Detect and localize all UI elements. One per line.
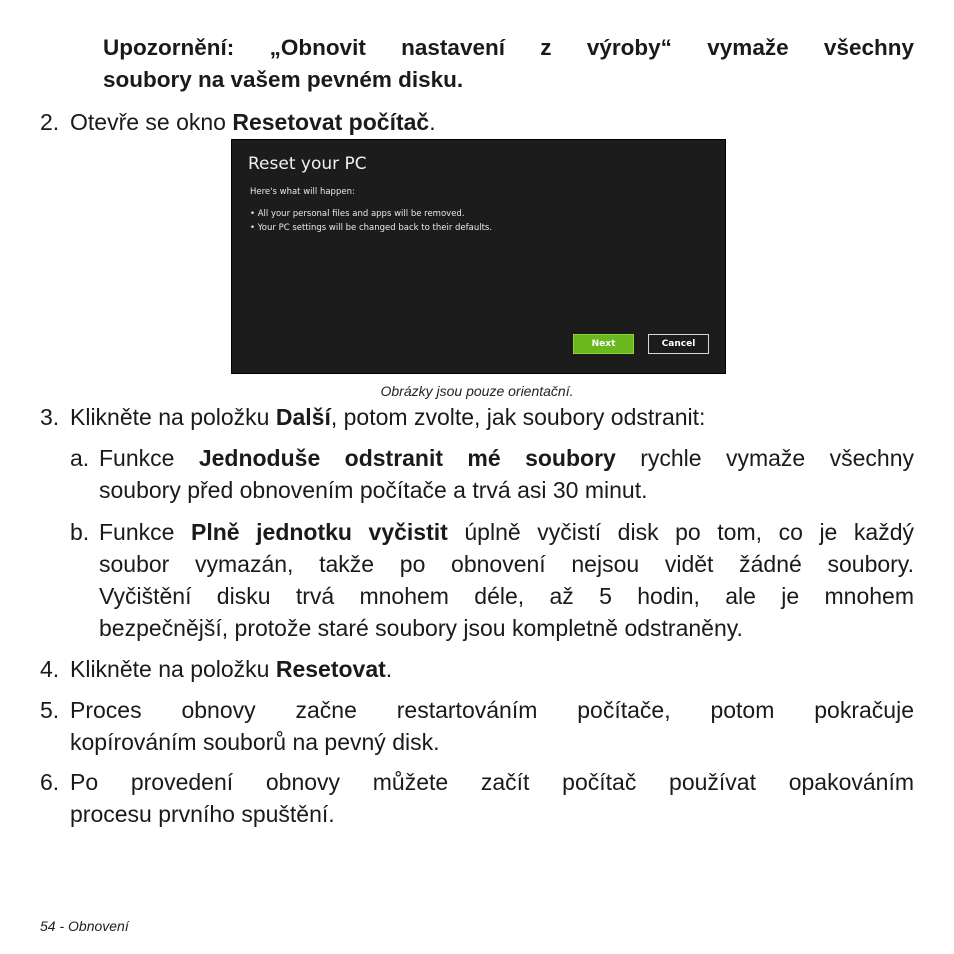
step-3b-line-4: bezpečnější, protože staré soubory jsou kompletně odstraněny.	[99, 615, 743, 641]
step-2-number: 2.	[40, 109, 60, 135]
step-5-number: 5.	[40, 697, 60, 723]
step-3a-line-2: soubory před obnovením počítače a trvá asi 30 minut.	[99, 477, 648, 503]
warning-line-2: soubory na vašem pevném disku.	[103, 67, 464, 92]
step-6-text	[70, 766, 914, 830]
step-3a-pre: Funkce	[99, 445, 199, 471]
step-3b-bold: Plně jednotku vyčistit	[191, 519, 448, 545]
step-3a-post: rychle vymaže všechny	[615, 445, 914, 471]
reset-pc-screenshot	[231, 139, 726, 374]
step-6-line-1: Po provedení obnovy můžete začít počítač používat opakováním	[70, 769, 914, 795]
step-2-bold: Resetovat počítač	[232, 109, 430, 135]
reset-pc-subtitle: Here's what will happen:	[250, 187, 355, 197]
step-3b-line-1	[99, 516, 914, 548]
step-3a-line-1	[99, 442, 914, 474]
step-3-post: , potom zvolte, jak soubory odstranit:	[330, 404, 706, 430]
step-5-text	[70, 694, 914, 758]
step-3b-line-3: Vyčištění disku trvá mnohem déle, až 5 hodin, ale je mnohem	[99, 583, 914, 609]
step-3b-post: úplně vyčistí disk po tom, co je každý	[447, 519, 914, 545]
step-3b-text	[99, 516, 914, 644]
reset-pc-bullet: • Your PC settings will be changed back to their defaults.	[250, 223, 493, 233]
step-3-number: 3.	[40, 404, 60, 430]
step-5-line-2: kopírováním souborů na pevný disk.	[70, 729, 440, 755]
step-3b-line-2: soubor vymazán, takže po obnovení nejsou vidět žádné soubory.	[99, 551, 914, 577]
step-3b-letter: b.	[70, 519, 90, 545]
step-3-bold: Další	[275, 404, 331, 430]
step-4-number: 4.	[40, 656, 60, 682]
step-2-text	[70, 106, 436, 138]
reset-pc-bullet: • All your personal files and apps will be removed.	[250, 209, 465, 219]
page-footer: 54 - Obnovení	[40, 918, 129, 934]
step-6-line-2: procesu prvního spuštění.	[70, 801, 335, 827]
next-button[interactable]: Next	[573, 334, 634, 354]
step-2-post: .	[429, 109, 436, 135]
step-4-post: .	[385, 656, 393, 682]
step-3-text	[70, 401, 705, 433]
reset-pc-title: Reset your PC	[248, 154, 367, 174]
step-3a-bold: Jednoduše odstranit mé soubory	[198, 445, 616, 471]
step-3b-pre: Funkce	[99, 519, 191, 545]
step-5-line-1: Proces obnovy začne restartováním počítače, potom pokračuje	[70, 697, 914, 723]
step-3a-text	[99, 442, 914, 506]
image-caption: Obrázky jsou pouze orientační.	[380, 383, 574, 399]
step-2-pre: Otevře se okno	[70, 109, 233, 135]
warning-line-1: Upozornění: „Obnovit nastavení z výroby“ vymaže všechny	[103, 35, 914, 60]
step-4-text	[70, 653, 392, 685]
step-4-bold: Resetovat	[275, 656, 386, 682]
warning-note	[103, 32, 914, 96]
step-3-pre: Klikněte na položku	[70, 404, 276, 430]
step-6-number: 6.	[40, 769, 60, 795]
step-3a-letter: a.	[70, 445, 90, 471]
step-4-pre: Klikněte na položku	[70, 656, 276, 682]
cancel-button[interactable]: Cancel	[648, 334, 709, 354]
